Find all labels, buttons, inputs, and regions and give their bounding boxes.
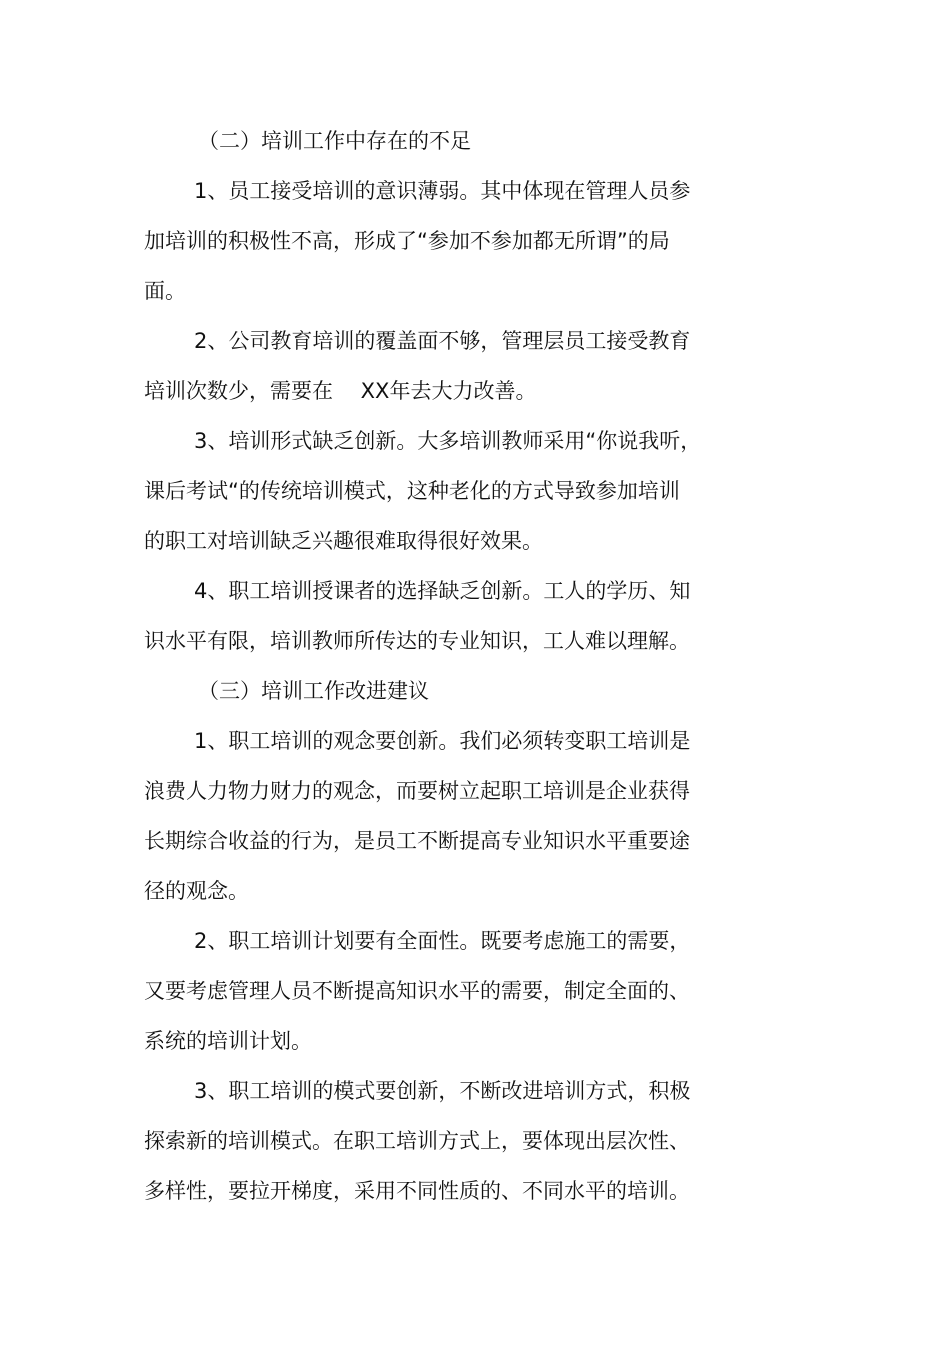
section-heading-suggestions: （三）培训工作改进建议 (198, 679, 429, 703)
paragraph-suggestion-3 (144, 1066, 744, 1216)
paragraph-deficiency-1 (144, 166, 744, 316)
document-body (144, 116, 744, 1216)
paragraph-line: 浪费人力物力财力的观念，而要树立起职工培训是企业获得 (144, 779, 690, 803)
paragraph-line: 系统的培训计划。 (144, 1029, 312, 1053)
paragraph-line: 识水平有限，培训教师所传达的专业知识，工人难以理解。 (144, 629, 690, 653)
paragraph-suggestion-2 (144, 916, 744, 1066)
paragraph-line: 3、职工培训的模式要创新，不断改进培训方式，积极 (194, 1079, 691, 1103)
paragraph-line: 径的观念。 (144, 879, 249, 903)
paragraph-line: 加培训的积极性不高，形成了“参加不参加都无所谓”的局 (144, 229, 670, 253)
section-heading-deficiencies: （二）培训工作中存在的不足 (198, 129, 471, 153)
paragraph-line: 的职工对培训缺乏兴趣很难取得很好效果。 (144, 529, 543, 553)
paragraph-line: 培训次数少，需要在 XX年去大力改善。 (144, 379, 537, 403)
paragraph-line: 课后考试“的传统培训模式，这种老化的方式导致参加培训 (144, 479, 680, 503)
paragraph-line: 2、职工培训计划要有全面性。既要考虑施工的需要， (194, 929, 691, 953)
paragraph-line: 面。 (144, 279, 186, 303)
paragraph-line: 长期综合收益的行为，是员工不断提高专业知识水平重要途 (144, 829, 690, 853)
paragraph-line: 1、职工培训的观念要创新。我们必须转变职工培训是 (194, 729, 691, 753)
paragraph-suggestion-1 (144, 716, 744, 916)
paragraph-line: 3、培训形式缺乏创新。大多培训教师采用“你说我听， (194, 429, 702, 453)
paragraph-line: 1、员工接受培训的意识薄弱。其中体现在管理人员参 (194, 179, 691, 203)
paragraph-line: 探索新的培训模式。在职工培训方式上，要体现出层次性、 (144, 1129, 690, 1153)
paragraph-deficiency-2 (144, 316, 744, 416)
paragraph-line: 又要考虑管理人员不断提高知识水平的需要，制定全面的、 (144, 979, 690, 1003)
paragraph-line: 2、公司教育培训的覆盖面不够，管理层员工接受教育 (194, 329, 691, 353)
paragraph-line: 多样性，要拉开梯度，采用不同性质的、不同水平的培训。 (144, 1179, 690, 1203)
paragraph-deficiency-4 (144, 566, 744, 666)
paragraph-deficiency-3 (144, 416, 744, 566)
paragraph-line: 4、职工培训授课者的选择缺乏创新。工人的学历、知 (194, 579, 691, 603)
